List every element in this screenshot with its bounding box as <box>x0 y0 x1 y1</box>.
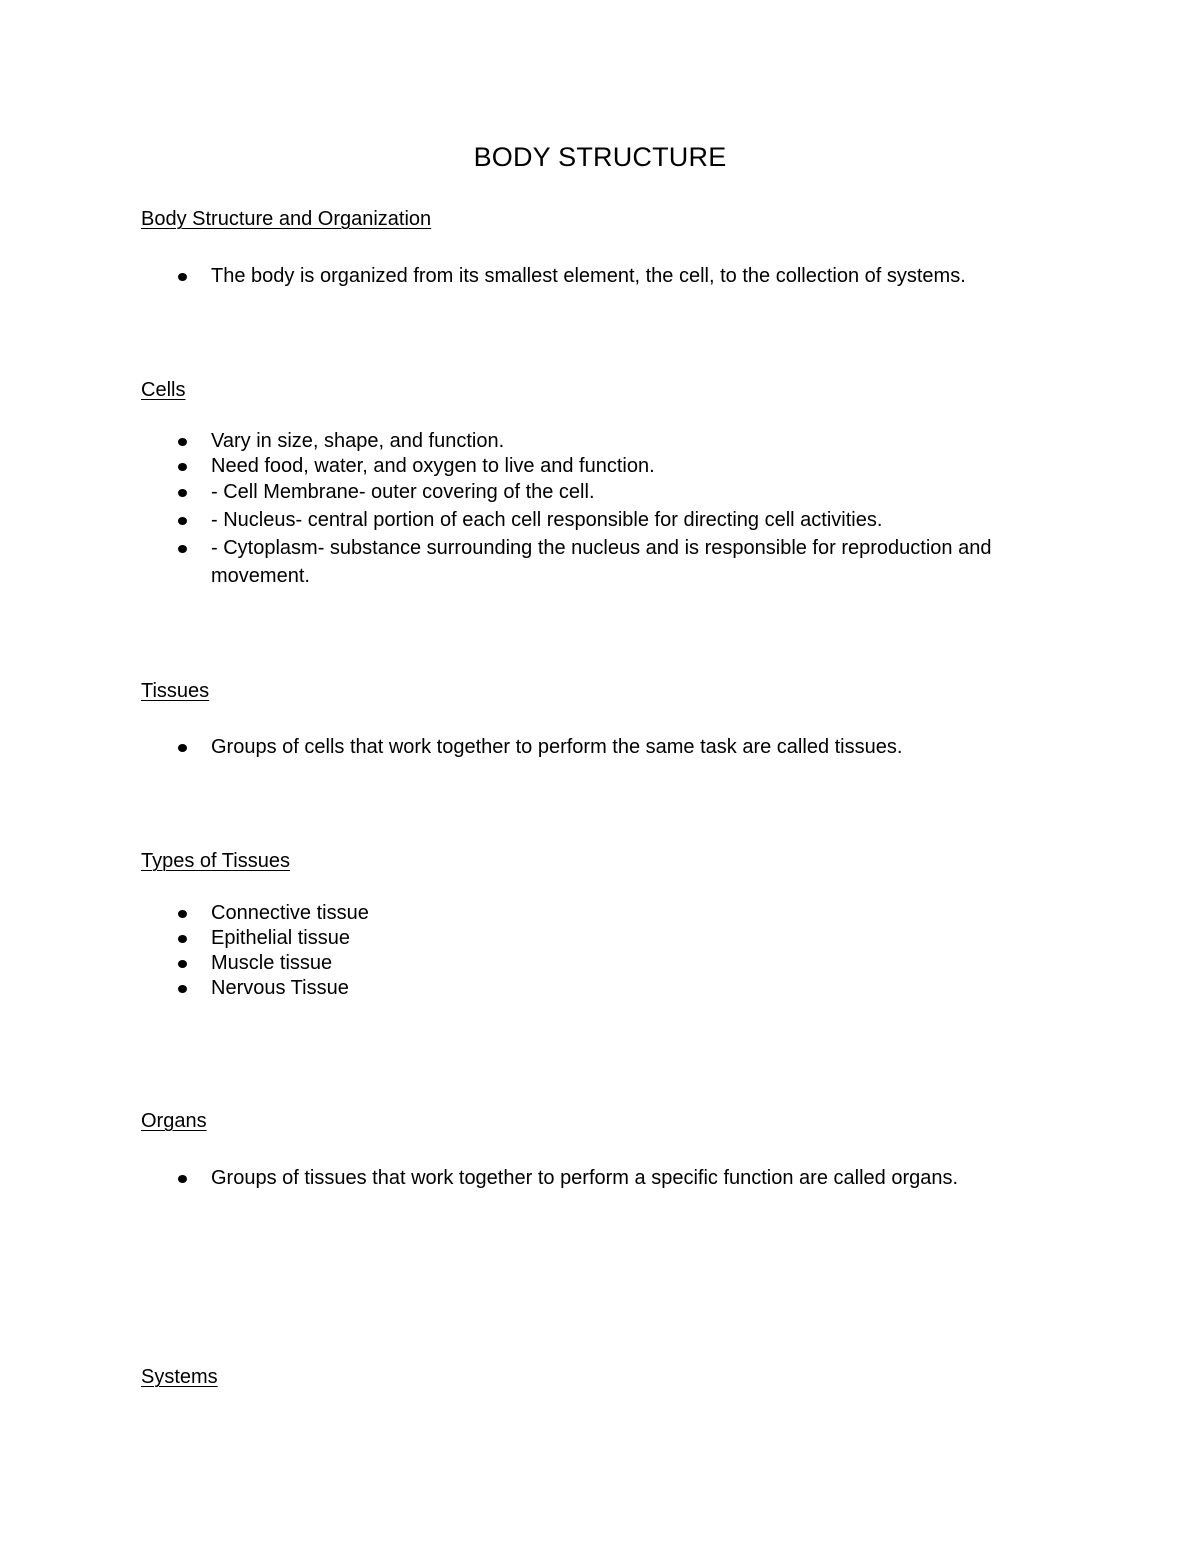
bullet-list-tissues <box>0 733 1200 761</box>
list-item-text: The body is organized from its smallest element, the cell, to the collection of systems. <box>211 265 966 287</box>
bullet-icon <box>178 463 187 471</box>
list-item-text: Vary in size, shape, and function. <box>211 430 505 452</box>
list-item <box>0 262 1200 290</box>
bullet-icon <box>178 1175 187 1183</box>
bullet-icon <box>178 545 187 553</box>
bullet-icon <box>178 438 187 446</box>
section-heading-organs: Organs <box>141 1110 207 1132</box>
section-heading-cells: Cells <box>141 379 186 401</box>
list-item-text: Need food, water, and oxygen to live and function. <box>211 455 655 477</box>
bullet-icon <box>178 517 187 525</box>
bullet-list-types-of-tissues <box>0 901 1200 1001</box>
list-item <box>0 926 1200 951</box>
bullet-icon <box>178 744 187 752</box>
bullet-list-cells-parts <box>0 478 1200 590</box>
bullet-list-cells <box>0 429 1200 479</box>
list-item-text: Connective tissue <box>211 902 369 924</box>
list-item <box>0 901 1200 926</box>
list-item <box>0 478 1200 506</box>
list-item-text: Muscle tissue <box>211 952 333 974</box>
section-heading-types-of-tissues: Types of Tissues <box>141 850 290 872</box>
bullet-icon <box>178 910 187 918</box>
list-item-text: Groups of cells that work together to perform the same task are called tissues. <box>211 736 903 758</box>
list-item <box>0 951 1200 976</box>
list-item-text: Epithelial tissue <box>211 927 350 949</box>
list-item-text: - Cytoplasm- substance surrounding the nucleus and is responsible for reproduction and movement. <box>211 537 992 587</box>
bullet-icon <box>178 960 187 968</box>
list-item-text: Groups of tissues that work together to perform a specific function are called organs. <box>211 1167 959 1189</box>
bullet-icon <box>178 935 187 943</box>
list-item <box>0 534 1200 590</box>
list-item-text: - Nucleus- central portion of each cell responsible for directing cell activities. <box>211 509 883 531</box>
section-heading-systems: Systems <box>141 1366 218 1388</box>
bullet-list-organs <box>0 1164 1200 1192</box>
list-item <box>0 429 1200 454</box>
bullet-list-body-structure <box>0 262 1200 290</box>
bullet-icon <box>178 985 187 993</box>
list-item <box>0 506 1200 534</box>
list-item-text: Nervous Tissue <box>211 977 349 999</box>
section-heading-body-structure: Body Structure and Organization <box>141 208 432 230</box>
list-item <box>0 733 1200 761</box>
bullet-icon <box>178 273 187 281</box>
list-item <box>0 1164 1200 1192</box>
bullet-icon <box>178 489 187 497</box>
list-item-text: - Cell Membrane- outer covering of the cell. <box>211 481 595 503</box>
document-title: BODY STRUCTURE <box>473 142 727 172</box>
section-heading-tissues: Tissues <box>141 680 210 702</box>
list-item <box>0 454 1200 479</box>
list-item <box>0 976 1200 1001</box>
